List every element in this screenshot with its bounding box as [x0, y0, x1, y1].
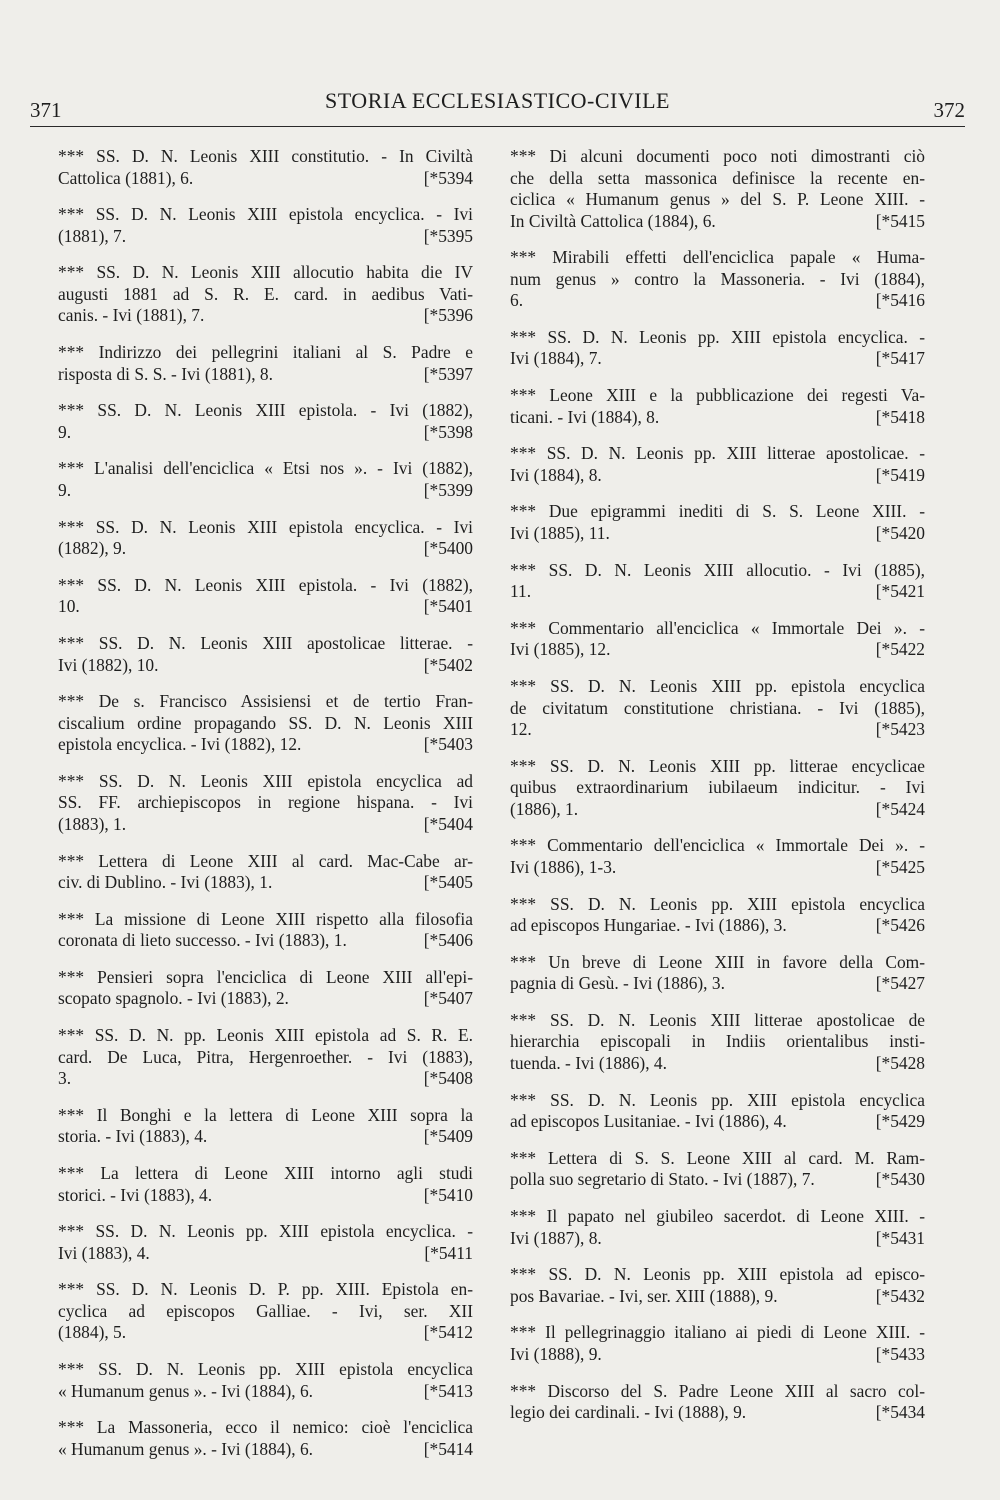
- entry-reference-number: [*5400: [423, 538, 473, 559]
- entry-text: 3.: [58, 1068, 72, 1089]
- entry-line: [510, 1111, 925, 1133]
- entry-text: SS. FF. archiepiscopos in regione hispana. - Ivi: [58, 792, 473, 813]
- catalog-entry: [58, 262, 473, 327]
- entry-line: [510, 581, 925, 603]
- entry-reference-number: [*5415: [875, 210, 925, 231]
- catalog-entry: [510, 1264, 925, 1307]
- entry-line: [58, 713, 473, 735]
- entry-text: *** Di alcuni documenti poco noti dimostranti ciò: [510, 146, 925, 166]
- entry-text: pagnia di Gesù. - Ivi (1886), 3.: [510, 973, 725, 994]
- entry-text: 9.: [58, 421, 72, 442]
- left-column: [58, 146, 473, 1475]
- entry-line: [58, 633, 473, 655]
- entry-line: [58, 691, 473, 713]
- entry-line: [510, 1344, 925, 1366]
- entry-line: [510, 1148, 925, 1170]
- entry-line: [510, 501, 925, 523]
- catalog-entry: [58, 1105, 473, 1148]
- catalog-entry: [58, 146, 473, 189]
- entry-text: *** La missione di Leone XIII rispetto alla filosofia: [58, 908, 473, 929]
- entry-reference-number: [*5403: [423, 734, 473, 755]
- entry-text: 11.: [510, 581, 532, 602]
- entry-text: *** Il papato nel giubileo sacerdot. di Leone XIII. -: [510, 1206, 925, 1226]
- entry-reference-number: [*5428: [875, 1052, 925, 1073]
- entry-line: [510, 443, 925, 465]
- entry-line: [510, 523, 925, 545]
- entry-line: [510, 269, 925, 291]
- entry-text: *** Lettera di Leone XIII al card. Mac-Cabe ar-: [58, 850, 473, 871]
- entry-reference-number: [*5420: [875, 522, 925, 543]
- entry-text: *** SS. D. N. Leonis XIII litterae apostolicae de: [510, 1009, 925, 1030]
- entry-line: [58, 1243, 473, 1265]
- entry-text: *** SS. D. N. Leonis pp. XIII epistola encyclica: [510, 1089, 925, 1110]
- catalog-entry: [510, 1206, 925, 1249]
- entry-line: [510, 327, 925, 349]
- catalog-entry: [58, 771, 473, 836]
- entry-text: Ivi (1884), 8.: [510, 464, 602, 485]
- entry-text: quibus extraordinarium iubilaeum indicitur. - Ivi: [510, 777, 925, 798]
- catalog-entry: [510, 385, 925, 428]
- entry-line: [58, 517, 473, 539]
- entry-reference-number: [*5429: [875, 1111, 925, 1132]
- catalog-entry: [58, 1163, 473, 1206]
- entry-text: (1886), 1.: [510, 798, 579, 819]
- entry-line: [58, 1381, 473, 1403]
- running-title: STORIA ECCLESIASTICO-CIVILE: [325, 88, 670, 113]
- entry-line: [58, 284, 473, 306]
- catalog-entry: [510, 952, 925, 995]
- entry-text: legio dei cardinali. - Ivi (1888), 9.: [510, 1402, 747, 1423]
- entry-line: [510, 1286, 925, 1308]
- entry-line: [58, 400, 473, 422]
- entry-text: (1884), 5.: [58, 1322, 127, 1343]
- entry-text: *** Indirizzo dei pellegrini italiani al S. Padre e: [58, 342, 473, 363]
- entry-line: [510, 348, 925, 370]
- entry-line: [58, 814, 473, 836]
- entry-text: (1882), 9.: [58, 538, 127, 559]
- entry-line: [58, 342, 473, 364]
- entry-text: Ivi (1885), 11.: [510, 522, 610, 543]
- entry-line: [510, 915, 925, 937]
- entry-line: [510, 211, 925, 233]
- entry-reference-number: [*5394: [423, 167, 473, 188]
- catalog-entry: [510, 618, 925, 661]
- entry-reference-number: [*5432: [875, 1285, 925, 1306]
- entry-text: che della setta massonica definisce la recente en-: [510, 167, 925, 188]
- catalog-entry: [58, 458, 473, 501]
- entry-line: [58, 226, 473, 248]
- entry-text: *** SS. D. N. Leonis XIII epistola. - Ivi (1882),: [58, 574, 473, 595]
- entry-text: storici. - Ivi (1883), 4.: [58, 1184, 213, 1205]
- entry-text: *** SS. D. N. Leonis XIII epistola encyclica. - Ivi: [58, 516, 473, 537]
- catalog-entry: [58, 1279, 473, 1344]
- entry-reference-number: [*5421: [875, 581, 925, 602]
- entry-text: Ivi (1886), 1-3.: [510, 856, 617, 877]
- entry-reference-number: [*5424: [875, 798, 925, 819]
- entry-text: *** Commentario all'enciclica « Immortale Dei ». -: [510, 617, 925, 638]
- catalog-entry: [58, 400, 473, 443]
- entry-text: Ivi (1887), 8.: [510, 1227, 602, 1248]
- entry-reference-number: [*5419: [875, 464, 925, 485]
- entry-line: [510, 894, 925, 916]
- catalog-entry: [58, 851, 473, 894]
- entry-reference-number: [*5402: [423, 654, 473, 675]
- entry-line: [58, 146, 473, 168]
- catalog-entry: [58, 691, 473, 756]
- entry-reference-number: [*5425: [875, 856, 925, 877]
- entry-line: [510, 385, 925, 407]
- entry-line: [510, 407, 925, 429]
- entry-line: [510, 560, 925, 582]
- entry-text: storia. - Ivi (1883), 4.: [58, 1126, 208, 1147]
- entry-line: [510, 1031, 925, 1053]
- entry-text: canis. - Ivi (1881), 7.: [58, 305, 205, 326]
- entry-line: [58, 988, 473, 1010]
- entry-reference-number: [*5434: [875, 1402, 925, 1423]
- entry-reference-number: [*5416: [875, 290, 925, 311]
- entry-reference-number: [*5405: [423, 872, 473, 893]
- entry-reference-number: [*5417: [875, 348, 925, 369]
- entry-text: risposta di S. S. - Ivi (1881), 8.: [58, 363, 273, 384]
- entry-line: [58, 1068, 473, 1090]
- entry-text: ad episcopos Lusitaniae. - Ivi (1886), 4.: [510, 1111, 787, 1132]
- entry-line: [510, 1381, 925, 1403]
- entry-text: *** SS. D. N. Leonis pp. XIII epistola encyclica. -: [510, 326, 925, 347]
- entry-reference-number: [*5409: [423, 1126, 473, 1147]
- entry-text: Ivi (1885), 12.: [510, 639, 611, 660]
- entry-line: [58, 458, 473, 480]
- entry-text: Ivi (1882), 10.: [58, 654, 159, 675]
- entry-text: ad episcopos Hungariae. - Ivi (1886), 3.: [510, 915, 787, 936]
- entry-line: [58, 771, 473, 793]
- entry-line: [510, 1206, 925, 1228]
- entry-line: [58, 1126, 473, 1148]
- entry-line: [510, 676, 925, 698]
- entry-reference-number: [*5423: [875, 719, 925, 739]
- entry-text: « Humanum genus ». - Ivi (1884), 6.: [58, 1380, 314, 1401]
- entry-line: [58, 305, 473, 327]
- entry-text: 10.: [58, 596, 80, 617]
- entry-line: [510, 639, 925, 661]
- entry-line: [510, 1264, 925, 1286]
- entry-text: augusti 1881 ad S. R. E. card. in aedibus Vati-: [58, 283, 473, 304]
- entry-reference-number: [*5410: [423, 1184, 473, 1205]
- catalog-entry: [58, 1221, 473, 1264]
- catalog-entry: [58, 1359, 473, 1402]
- catalog-entry: [58, 342, 473, 385]
- entry-reference-number: [*5401: [423, 596, 473, 617]
- entry-text: Ivi (1884), 7.: [510, 348, 602, 369]
- entry-text: *** SS. D. N. Leonis pp. XIII epistola encyclica: [58, 1359, 473, 1380]
- entry-line: [58, 364, 473, 386]
- entry-line: [58, 851, 473, 873]
- entry-line: [510, 756, 925, 778]
- entry-line: [58, 1322, 473, 1344]
- catalog-entry: [510, 1381, 925, 1424]
- entry-text: *** Due epigrammi inediti di S. S. Leone XIII. -: [510, 501, 925, 522]
- catalog-entry: [510, 835, 925, 878]
- entry-text: *** SS. D. N. Leonis pp. XIII epistola encyclica. -: [58, 1221, 473, 1242]
- entry-reference-number: [*5404: [423, 813, 473, 834]
- entry-text: *** SS. D. N. Leonis D. P. pp. XIII. Epistola en-: [58, 1279, 473, 1300]
- entry-line: [58, 930, 473, 952]
- entry-line: [58, 1185, 473, 1207]
- entry-text: scopato spagnolo. - Ivi (1883), 2.: [58, 988, 289, 1009]
- entry-text: *** SS. D. N. Leonis XIII allocutio. - Ivi (1885),: [510, 559, 925, 580]
- entry-text: *** SS. D. N. Leonis XIII pp. epistola encyclica: [510, 676, 925, 696]
- entry-line: [58, 1047, 473, 1069]
- entry-line: [58, 1301, 473, 1323]
- entry-line: [510, 719, 925, 741]
- entry-text: (1881), 7.: [58, 225, 127, 246]
- entry-text: Ivi (1883), 4.: [58, 1242, 150, 1263]
- entry-line: [58, 734, 473, 756]
- entry-text: num genus » contro la Massoneria. - Ivi (1884),: [510, 268, 925, 289]
- entry-reference-number: [*5418: [875, 406, 925, 427]
- entry-reference-number: [*5422: [875, 639, 925, 660]
- entry-text: *** SS. D. N. Leonis XIII apostolicae litterae. -: [58, 633, 473, 653]
- catalog-entry: [510, 1148, 925, 1191]
- entry-reference-number: [*5433: [875, 1343, 925, 1364]
- catalog-entry: [510, 327, 925, 370]
- entry-line: [510, 1090, 925, 1112]
- entry-text: epistola encyclica. - Ivi (1882), 12.: [58, 734, 302, 755]
- entry-text: *** Un breve di Leone XIII in favore della Com-: [510, 951, 925, 972]
- entry-text: *** SS. D. N. Leonis pp. XIII epistola encyclica: [510, 893, 925, 914]
- entry-line: [510, 973, 925, 995]
- page-number-left: 371: [30, 98, 62, 122]
- entry-line: [510, 1053, 925, 1075]
- entry-text: card. De Luca, Pitra, Hergenroether. - Ivi (1883),: [58, 1046, 473, 1067]
- entry-line: [58, 596, 473, 618]
- entry-text: 9.: [58, 479, 72, 500]
- catalog-entry: [58, 1417, 473, 1460]
- entry-line: [510, 777, 925, 799]
- entry-text: *** Leone XIII e la pubblicazione dei regesti Va-: [510, 385, 925, 406]
- catalog-entry: [58, 204, 473, 247]
- entry-line: [58, 909, 473, 931]
- entry-line: [58, 872, 473, 894]
- entry-reference-number: [*5430: [875, 1169, 925, 1190]
- entry-text: *** SS. D. N. Leonis XIII epistola encyclica ad: [58, 770, 473, 791]
- catalog-entry: [510, 676, 925, 741]
- entry-line: [58, 538, 473, 560]
- entry-line: [58, 204, 473, 226]
- entry-text: *** Il pellegrinaggio italiano ai piedi di Leone XIII. -: [510, 1322, 925, 1343]
- catalog-entry: [58, 1025, 473, 1090]
- entry-text: (1883), 1.: [58, 813, 127, 834]
- entry-line: [58, 1221, 473, 1243]
- entry-reference-number: [*5397: [423, 363, 473, 384]
- entry-text: *** SS. D. N. Leonis pp. XIII epistola ad episco-: [510, 1264, 925, 1285]
- catalog-entry: [58, 633, 473, 676]
- entry-line: [58, 1163, 473, 1185]
- entry-line: [510, 835, 925, 857]
- entry-line: [510, 857, 925, 879]
- entry-reference-number: [*5408: [423, 1068, 473, 1089]
- entry-text: « Humanum genus ». - Ivi (1884), 6.: [58, 1438, 314, 1459]
- entry-text: 6.: [510, 290, 524, 311]
- catalog-entry: [58, 909, 473, 952]
- entry-text: cyclica ad episcopos Galliae. - Ivi, ser. XII: [58, 1300, 473, 1321]
- entry-line: [58, 792, 473, 814]
- entry-text: civ. di Dublino. - Ivi (1883), 1.: [58, 872, 273, 893]
- entry-text: *** SS. D. N. pp. Leonis XIII epistola ad S. R. E.: [58, 1025, 473, 1046]
- entry-text: In Civiltà Cattolica (1884), 6.: [510, 210, 716, 231]
- entry-reference-number: [*5395: [423, 225, 473, 246]
- entry-line: [510, 799, 925, 821]
- catalog-entry: [510, 443, 925, 486]
- entry-line: [510, 465, 925, 487]
- catalog-entry: [510, 1090, 925, 1133]
- entry-text: *** Pensieri sopra l'enciclica di Leone XIII all'epi-: [58, 966, 473, 987]
- catalog-entry: [510, 146, 925, 232]
- catalog-entry: [510, 501, 925, 544]
- entry-text: *** SS. D. N. Leonis XIII epistola. - Ivi (1882),: [58, 400, 473, 421]
- entry-reference-number: [*5426: [875, 915, 925, 936]
- entry-text: Cattolica (1881), 6.: [58, 167, 194, 188]
- entry-reference-number: [*5427: [875, 973, 925, 994]
- entry-line: [510, 1322, 925, 1344]
- entry-line: [510, 1228, 925, 1250]
- right-column: [510, 146, 925, 1439]
- entry-line: [58, 1025, 473, 1047]
- entry-line: [510, 146, 925, 168]
- entry-reference-number: [*5412: [423, 1322, 473, 1343]
- entry-text: ciclica « Humanum genus » del S. P. Leone XIII. -: [510, 189, 925, 209]
- entry-text: *** SS. D. N. Leonis pp. XIII litterae apostolicae. -: [510, 443, 925, 464]
- entry-reference-number: [*5413: [423, 1380, 473, 1401]
- entry-reference-number: [*5414: [423, 1438, 473, 1459]
- entry-line: [58, 575, 473, 597]
- entry-line: [58, 262, 473, 284]
- entry-line: [58, 967, 473, 989]
- entry-text: *** La Massoneria, ecco il nemico: cioè l'enciclica: [58, 1417, 473, 1438]
- entry-text: coronata di lieto successo. - Ivi (1883), 1.: [58, 930, 347, 951]
- entry-text: *** SS. D. N. Leonis XIII constitutio. - In Civiltà: [58, 146, 473, 166]
- catalog-entry: [58, 517, 473, 560]
- page-number-right: 372: [933, 98, 965, 122]
- entry-text: *** Discorso del S. Padre Leone XIII al sacro col-: [510, 1380, 925, 1401]
- entry-text: hierarchia episcopali in Indiis orientalibus insti-: [510, 1031, 925, 1052]
- entry-line: [58, 1105, 473, 1127]
- entry-reference-number: [*5407: [423, 988, 473, 1009]
- entry-text: tuenda. - Ivi (1886), 4.: [510, 1052, 667, 1073]
- header-rule: [30, 126, 965, 127]
- entry-line: [510, 952, 925, 974]
- entry-text: *** Lettera di S. S. Leone XIII al card. M. Ram-: [510, 1147, 925, 1168]
- catalog-entry: [510, 1010, 925, 1075]
- running-header: [30, 84, 965, 124]
- catalog-entry: [58, 967, 473, 1010]
- entry-text: *** Commentario dell'enciclica « Immortale Dei ». -: [510, 835, 925, 856]
- entry-text: *** De s. Francisco Assisiensi et de tertio Fran-: [58, 691, 473, 712]
- catalog-entry: [58, 575, 473, 618]
- entry-text: ciscalium ordine propagando SS. D. N. Leonis XIII: [58, 712, 473, 733]
- entry-line: [58, 480, 473, 502]
- catalog-entry: [510, 247, 925, 312]
- entry-text: polla suo segretario di Stato. - Ivi (1887), 7.: [510, 1169, 815, 1190]
- entry-reference-number: [*5406: [423, 930, 473, 951]
- entry-text: de civitatum constitutione christiana. - Ivi (1885),: [510, 697, 925, 718]
- entry-line: [58, 1279, 473, 1301]
- entry-reference-number: [*5396: [423, 305, 473, 326]
- entry-text: *** L'analisi dell'enciclica « Etsi nos ». - Ivi (1882),: [58, 458, 473, 479]
- catalog-entry: [510, 756, 925, 821]
- entry-text: Ivi (1888), 9.: [510, 1343, 602, 1364]
- entry-line: [510, 1402, 925, 1424]
- entry-text: *** SS. D. N. Leonis XIII epistola encyclica. - Ivi: [58, 204, 473, 225]
- entry-reference-number: [*5399: [423, 479, 473, 500]
- entry-reference-number: [*5398: [423, 421, 473, 442]
- entry-line: [58, 1417, 473, 1439]
- entry-text: *** La lettera di Leone XIII intorno agli studi: [58, 1163, 473, 1183]
- entry-text: 12.: [510, 719, 532, 739]
- entry-line: [510, 1010, 925, 1032]
- entry-line: [58, 422, 473, 444]
- entry-line: [510, 290, 925, 312]
- entry-line: [510, 168, 925, 190]
- entry-line: [510, 189, 925, 211]
- catalog-entry: [510, 894, 925, 937]
- entry-line: [510, 1169, 925, 1191]
- catalog-entry: [510, 560, 925, 603]
- entry-line: [510, 698, 925, 720]
- entry-line: [58, 655, 473, 677]
- entry-text: *** Il Bonghi e la lettera di Leone XIII sopra la: [58, 1104, 473, 1125]
- entry-text: pos Bavariae. - Ivi, ser. XIII (1888), 9.: [510, 1285, 778, 1306]
- catalog-entry: [510, 1322, 925, 1365]
- entry-line: [510, 618, 925, 640]
- entry-line: [58, 1359, 473, 1381]
- entry-text: ticani. - Ivi (1884), 8.: [510, 406, 660, 427]
- entry-text: *** SS. D. N. Leonis XIII allocutio habita die IV: [58, 262, 473, 283]
- entry-reference-number: [*5411: [424, 1242, 473, 1263]
- entry-line: [58, 1439, 473, 1461]
- entry-line: [510, 247, 925, 269]
- entry-line: [58, 168, 473, 190]
- entry-text: *** Mirabili effetti dell'enciclica papale « Huma-: [510, 247, 925, 268]
- entry-text: *** SS. D. N. Leonis XIII pp. litterae encyclicae: [510, 755, 925, 776]
- entry-reference-number: [*5431: [875, 1227, 925, 1248]
